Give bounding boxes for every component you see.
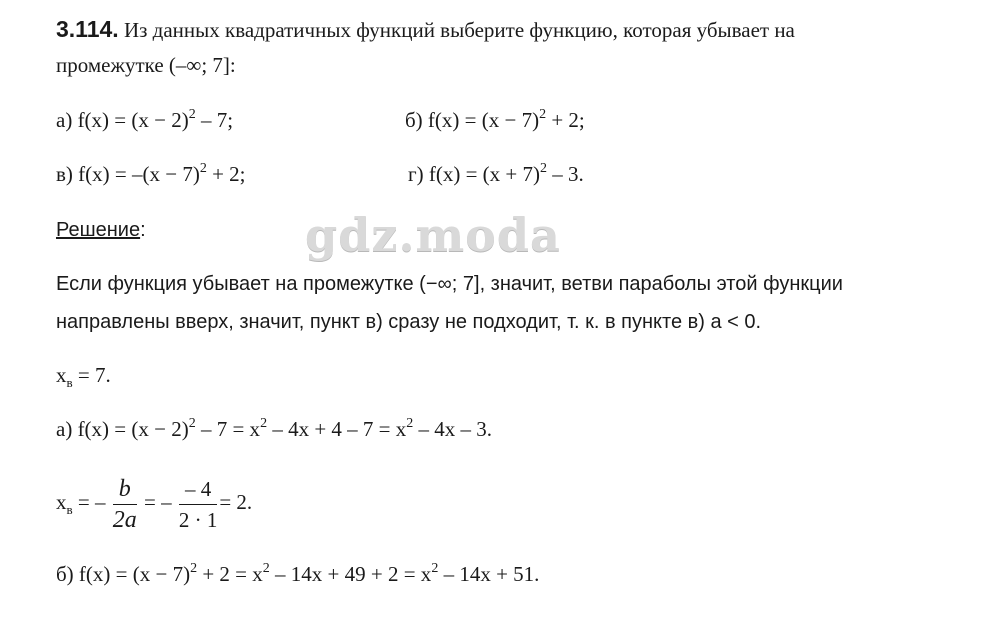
problem-line-2 [56,52,236,78]
option-v: в) $f(x) = -(x - 7)^2 + 2$; [56,161,246,186]
solution-heading: Решение: [56,219,146,241]
problem-number: 3.114. [56,16,119,42]
problem-text-2: промежутке (–∞; 7]: [56,53,236,77]
calc-b-line: б) $f(x) = (x - 7)^2 + 2 = x^2 - 14x + 49 + 2 = x^2 - 14x + 51$. [56,561,540,586]
option-g: г) $f(x) = (x + 7)^2 - 3$. [408,161,584,186]
vertex-formula: $x_в$ = – $\frac{b}{2a}$ = – $\frac{- 4}{2 \cdot 1}$ = 2. [56,475,253,533]
solution-label: Решение [56,219,141,241]
watermark: gdz.moda [305,208,561,262]
option-b: б) $f(x) = (x - 7)^2 + 2$; [405,107,585,132]
explanation-line-1: Если функция убывает на промежутке (−∞; 7], значит, ветви параболы этой функции [56,273,843,295]
fraction-values: $\frac{- 4}{2 \cdot 1}$ [179,474,218,535]
explanation-line-2: направлены вверх, значит, пункт в) сразу не подходит, т. к. в пункте в) a < 0. [56,311,762,333]
option-a: а) $f(x) = (x - 2)^2 - 7$; [56,107,234,132]
fraction-b-over-2a: $\frac{b}{2a}$ [112,475,137,533]
problem-line-1 [56,16,795,43]
calc-a-line: а) $f(x) = (x - 2)^2 - 7 = x^2 - 4x + 4 - 7 = x^2 - 4x - 3$. [56,416,492,441]
problem-text-1: Из данных квадратичных функций выберите функцию, которая убывает на [118,18,795,42]
vertex-line: $x_в = 7$. [56,363,111,390]
